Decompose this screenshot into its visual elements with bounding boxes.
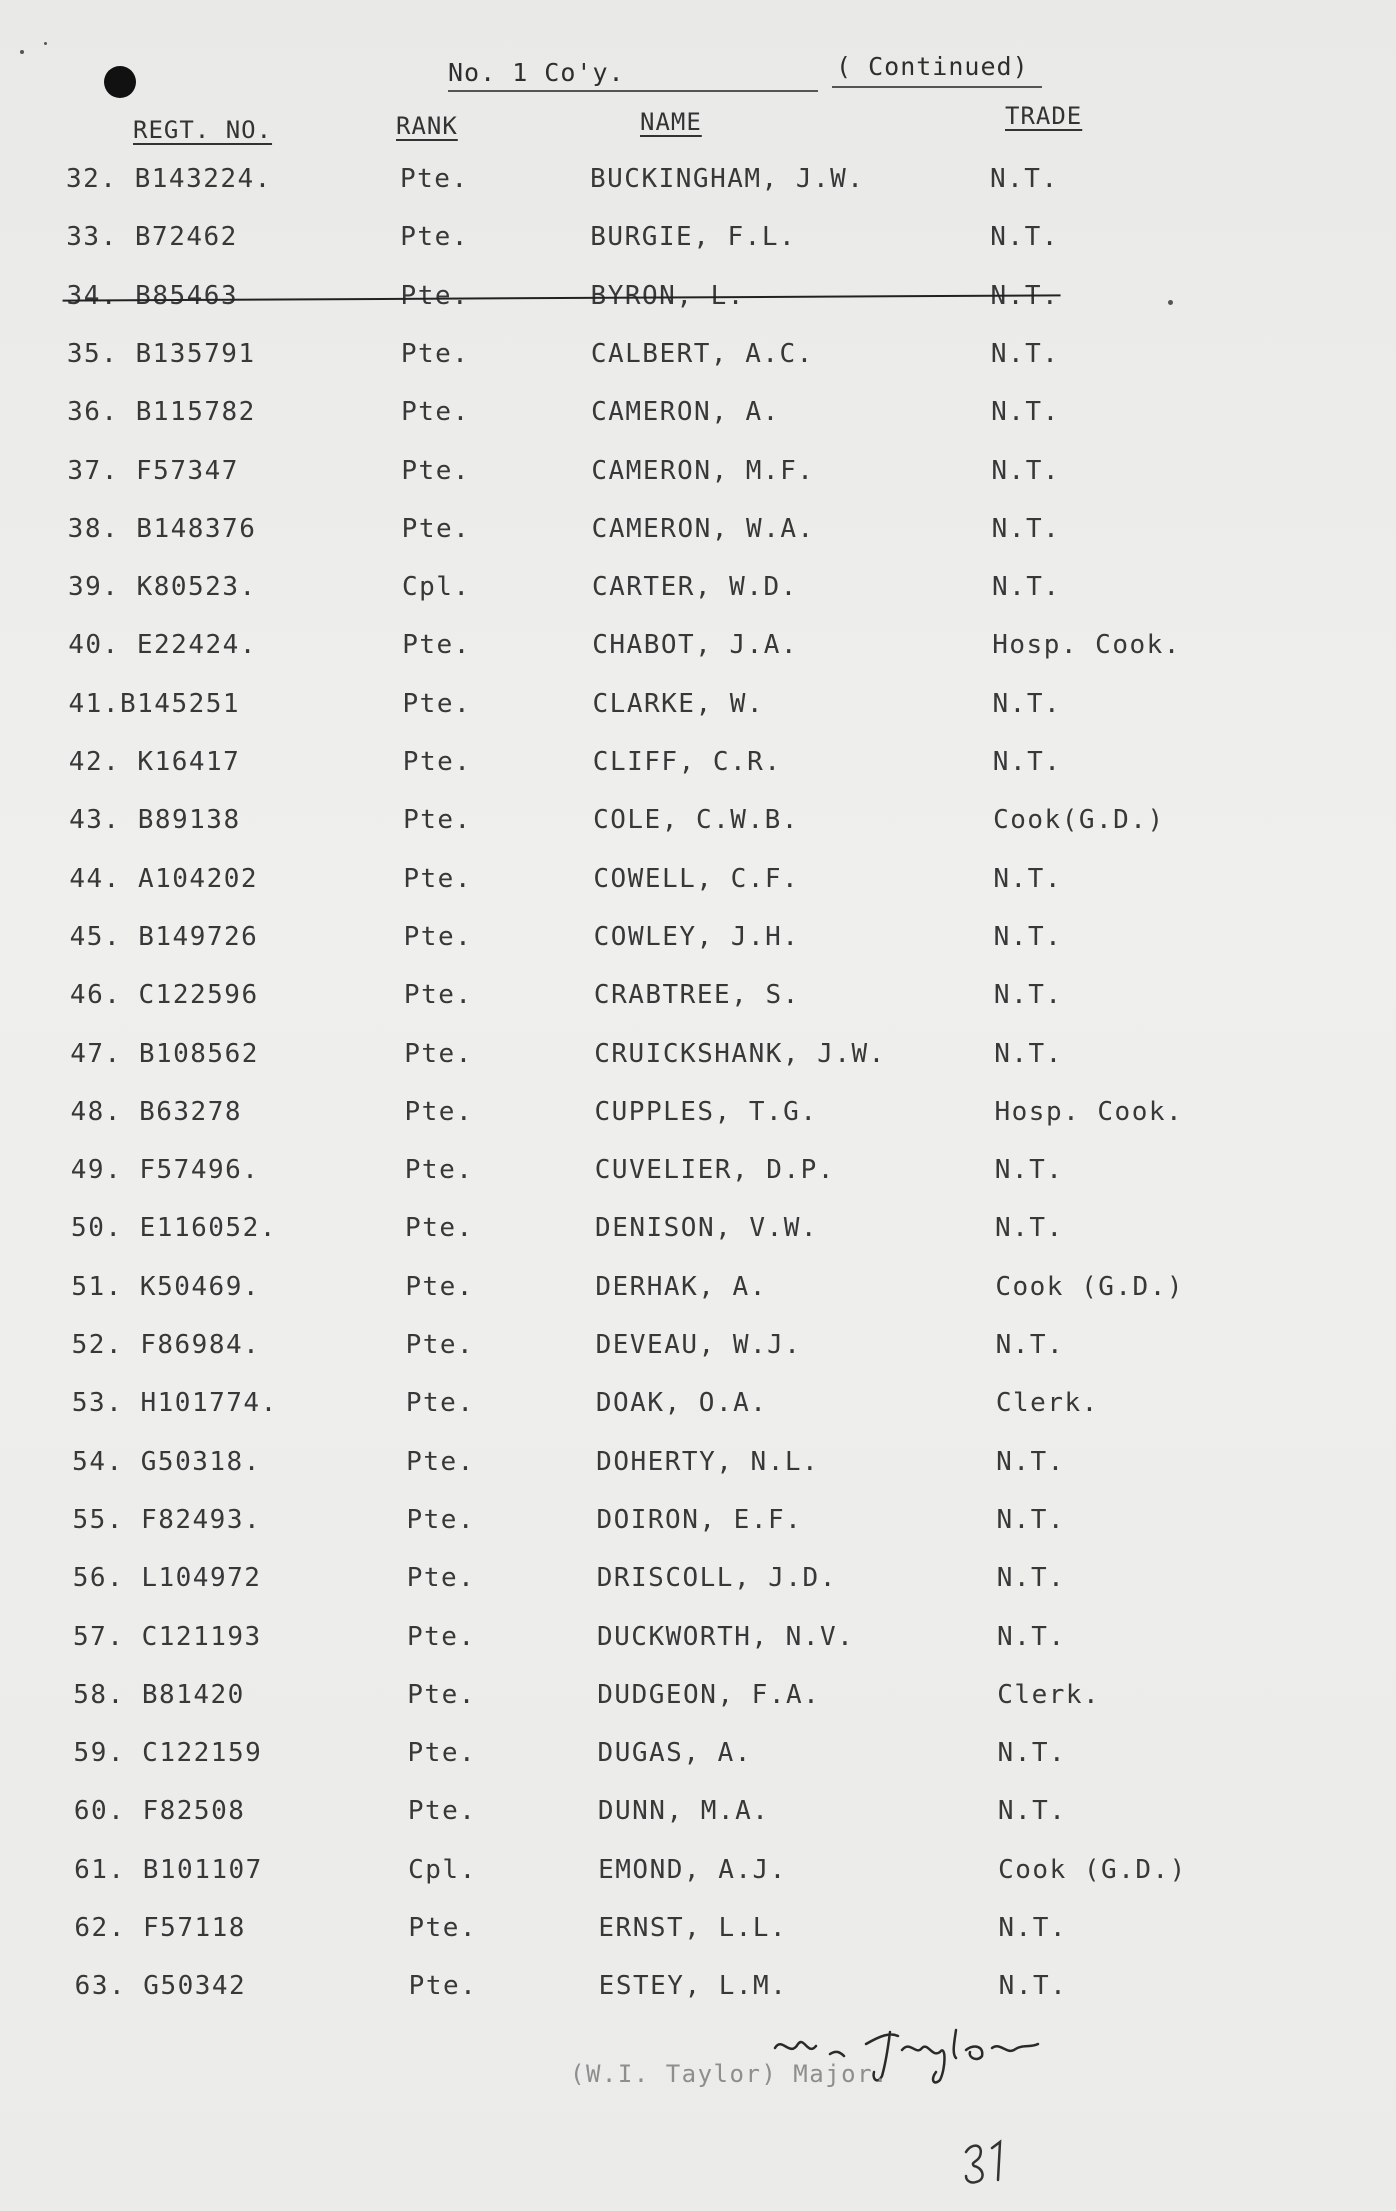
cell-rank: Pte. — [403, 980, 473, 1011]
cell-trade: Cook (G.D.) — [998, 1854, 1187, 1885]
cell-trade: N.T. — [993, 980, 1063, 1011]
cell-name: DERHAK, A. — [595, 1271, 767, 1302]
table-row — [0, 164, 1396, 204]
cell-name: DOHERTY, N.L. — [596, 1446, 820, 1477]
cell-trade: N.T. — [994, 1038, 1063, 1069]
table-row — [3, 747, 1396, 787]
cell-rank: Pte. — [403, 805, 472, 836]
cell-name: DUDGEON, F.A. — [597, 1679, 821, 1710]
table-row — [3, 689, 1396, 729]
cell-regt: 38. B148376 — [67, 513, 257, 544]
cell-regt: 56. L104972 — [72, 1563, 262, 1594]
cell-regt: 40. E22424. — [68, 630, 257, 661]
table-row — [3, 805, 1396, 845]
cell-rank: Pte. — [404, 1155, 474, 1186]
cell-trade: Clerk. — [997, 1679, 1101, 1710]
table-row — [1, 339, 1396, 379]
cell-trade: N.T. — [998, 1913, 1068, 1943]
cell-name: CUVELIER, D.P. — [594, 1155, 835, 1186]
cell-regt: 44. A104202 — [69, 863, 259, 894]
cell-trade: N.T. — [991, 513, 1061, 544]
table-row — [1, 397, 1396, 437]
continued-label: ( Continued) — [836, 52, 1029, 81]
table-row — [9, 1971, 1396, 2011]
cell-trade: N.T. — [992, 688, 1062, 719]
cell-regt: 54. G50318. — [72, 1446, 261, 1477]
cell-rank: Pte. — [404, 1038, 473, 1069]
cell-name: ESTEY, L.M. — [598, 1971, 788, 2002]
table-row — [6, 1505, 1396, 1545]
signature-caption: (W.I. Taylor) Major. — [570, 2060, 889, 2088]
cell-rank: Pte. — [407, 1621, 476, 1652]
table-row — [7, 1563, 1396, 1603]
table-row — [4, 980, 1396, 1020]
table-row — [5, 1155, 1396, 1195]
cell-rank: Pte. — [401, 455, 471, 486]
cell-rank: Pte. — [401, 397, 470, 428]
cell-trade: N.T. — [991, 572, 1061, 603]
cell-rank: Pte. — [408, 1913, 478, 1943]
table-row — [1, 281, 1396, 321]
cell-regt: 42. K16417 — [68, 747, 241, 777]
cell-trade: N.T. — [993, 921, 1063, 952]
table-row — [2, 572, 1396, 612]
cell-name: CLARKE, W. — [592, 688, 765, 719]
cell-regt: 57. C121193 — [73, 1621, 262, 1652]
cell-trade: N.T. — [991, 397, 1060, 428]
cell-regt: 60. F82508 — [73, 1796, 246, 1827]
cell-regt: 52. F86984. — [71, 1330, 261, 1360]
cell-regt: 49. F57496. — [70, 1155, 260, 1186]
cell-regt: 33. B72462 — [66, 222, 238, 253]
cell-regt: 55. F82493. — [72, 1504, 262, 1535]
cell-name: CRABTREE, S. — [593, 980, 800, 1011]
cell-rank: Pte. — [405, 1388, 475, 1419]
cell-rank: Pte. — [406, 1504, 476, 1535]
cell-trade: N.T. — [997, 1738, 1067, 1769]
cell-regt: 46. C122596 — [69, 980, 259, 1011]
cell-name: CARTER, W.D. — [591, 572, 798, 603]
column-header-regt-no: REGT. NO. — [133, 116, 273, 144]
cell-name: CAMERON, A. — [591, 397, 780, 428]
cell-name: BUCKINGHAM, J.W. — [590, 164, 865, 194]
cell-name: DUCKWORTH, N.V. — [597, 1621, 855, 1652]
table-row — [6, 1447, 1396, 1487]
cell-rank: Pte. — [400, 338, 470, 369]
cell-regt: 62. F57118 — [74, 1913, 246, 1943]
cell-trade: N.T. — [990, 280, 1060, 311]
cell-name: DOAK, O.A. — [595, 1388, 768, 1419]
cell-regt: 61. B101107 — [74, 1854, 263, 1885]
cell-rank: Pte. — [405, 1271, 474, 1302]
cell-trade: N.T. — [990, 338, 1060, 369]
cell-trade: Cook (G.D.) — [995, 1271, 1185, 1302]
page-number-mark — [960, 2130, 1020, 2190]
cell-trade: N.T. — [995, 1213, 1064, 1244]
cell-name: CLIFF, C.R. — [592, 747, 782, 777]
cell-regt: 51. K50469. — [71, 1271, 261, 1302]
cell-name: CAMERON, M.F. — [591, 455, 815, 486]
cell-rank: Cpl. — [408, 1854, 477, 1885]
cell-regt: 36. B115782 — [67, 397, 256, 428]
cell-rank: Pte. — [403, 863, 472, 894]
cell-rank: Pte. — [401, 513, 471, 544]
cell-name: CALBERT, A.C. — [590, 338, 814, 369]
cell-name: CAMERON, W.A. — [591, 513, 815, 544]
table-row — [5, 1272, 1396, 1312]
cell-rank: Pte. — [402, 630, 471, 661]
cell-trade: Clerk. — [995, 1388, 1099, 1419]
cell-rank: Pte. — [400, 222, 469, 253]
cell-trade: N.T. — [997, 1796, 1067, 1827]
table-row — [7, 1680, 1396, 1720]
cell-name: DUGAS, A. — [597, 1738, 752, 1769]
cell-name: DENISON, V.W. — [595, 1213, 819, 1244]
cell-rank: Pte. — [407, 1738, 477, 1769]
column-header-rank: RANK — [396, 112, 458, 140]
cell-name: BURGIE, F.L. — [590, 222, 797, 253]
cell-regt: 39. K80523. — [67, 572, 257, 603]
cell-name: CHABOT, J.A. — [592, 630, 799, 661]
table-row — [4, 1097, 1396, 1137]
cell-trade: N.T. — [996, 1504, 1066, 1535]
cell-name: DRISCOLL, J.D. — [596, 1563, 837, 1594]
cell-name: COWLEY, J.H. — [593, 921, 800, 952]
cell-trade: N.T. — [996, 1446, 1065, 1477]
cell-regt: 32. B143224. — [66, 164, 272, 194]
table-row — [8, 1913, 1396, 1953]
cell-regt: 34. B85463 — [66, 280, 239, 311]
cell-rank: Pte. — [406, 1563, 476, 1594]
column-header-name: NAME — [640, 108, 702, 136]
cell-rank: Pte. — [405, 1330, 475, 1360]
cell-trade: N.T. — [990, 164, 1059, 194]
table-row — [7, 1622, 1396, 1662]
cell-name: ERNST, L.L. — [598, 1913, 788, 1943]
cell-rank: Pte. — [403, 921, 473, 952]
column-header-trade: TRADE — [1005, 102, 1083, 130]
cell-rank: Pte. — [400, 280, 470, 311]
cell-trade: N.T. — [991, 455, 1061, 486]
table-row — [1, 456, 1396, 496]
cell-rank: Pte. — [406, 1446, 475, 1477]
table-row — [5, 1213, 1396, 1253]
table-row — [6, 1388, 1396, 1428]
cell-rank: Pte. — [407, 1796, 477, 1827]
cell-trade: N.T. — [990, 222, 1059, 253]
cell-regt: 58. B81420 — [73, 1679, 245, 1710]
table-row — [4, 922, 1396, 962]
cell-trade: Cook(G.D.) — [993, 805, 1165, 836]
cell-regt: 59. C122159 — [73, 1738, 263, 1769]
cell-name: EMOND, A.J. — [598, 1854, 787, 1885]
cell-rank: Pte. — [405, 1213, 474, 1244]
cell-name: COLE, C.W.B. — [593, 805, 799, 836]
table-row — [4, 1039, 1396, 1079]
table-row — [6, 1330, 1396, 1370]
table-row — [0, 222, 1396, 262]
cell-regt: 37. F57347 — [67, 455, 239, 486]
table-row — [8, 1796, 1396, 1836]
cell-regt: 63. G50342 — [74, 1971, 247, 2002]
cell-rank: Pte. — [402, 747, 472, 777]
cell-trade: N.T. — [995, 1330, 1065, 1360]
cell-trade: N.T. — [997, 1621, 1066, 1652]
cell-regt: 47. B108562 — [70, 1038, 259, 1069]
cell-rank: Pte. — [407, 1679, 476, 1710]
cell-regt: 35. B135791 — [66, 338, 256, 369]
cell-trade: N.T. — [992, 747, 1062, 777]
cell-regt: 48. B63278 — [70, 1096, 243, 1127]
table-row — [3, 864, 1396, 904]
cell-trade: Hosp. Cook. — [994, 1096, 1184, 1127]
cell-name: BYRON, L. — [590, 280, 745, 311]
cell-trade: Hosp. Cook. — [992, 630, 1181, 661]
cell-name: DOIRON, E.F. — [596, 1504, 803, 1535]
cell-regt: 45. B149726 — [69, 921, 259, 952]
cell-name: COWELL, C.F. — [593, 863, 800, 894]
cell-name: CRUICKSHANK, J.W. — [594, 1038, 886, 1069]
table-row — [8, 1855, 1396, 1895]
cell-regt: 53. H101774. — [71, 1388, 278, 1419]
cell-rank: Pte. — [404, 1096, 474, 1127]
cell-trade: N.T. — [993, 863, 1062, 894]
table-row — [8, 1738, 1396, 1778]
cell-trade: N.T. — [994, 1155, 1064, 1186]
table-row — [2, 630, 1396, 670]
cell-trade: N.T. — [998, 1971, 1068, 2002]
cell-regt: 50. E116052. — [71, 1213, 277, 1244]
cell-name: DEVEAU, W.J. — [595, 1330, 802, 1360]
table-row — [2, 514, 1396, 554]
company-title: No. 1 Co'y. — [448, 58, 625, 87]
cell-trade: N.T. — [996, 1563, 1066, 1594]
cell-regt: 43. B89138 — [69, 805, 241, 836]
cell-regt: 41.B145251 — [68, 688, 241, 719]
cell-rank: Pte. — [402, 688, 472, 719]
cell-rank: Cpl. — [401, 572, 471, 603]
cell-rank: Pte. — [400, 164, 469, 194]
cell-rank: Pte. — [408, 1971, 478, 2002]
cell-name: DUNN, M.A. — [597, 1796, 770, 1827]
cell-name: CUPPLES, T.G. — [594, 1096, 818, 1127]
